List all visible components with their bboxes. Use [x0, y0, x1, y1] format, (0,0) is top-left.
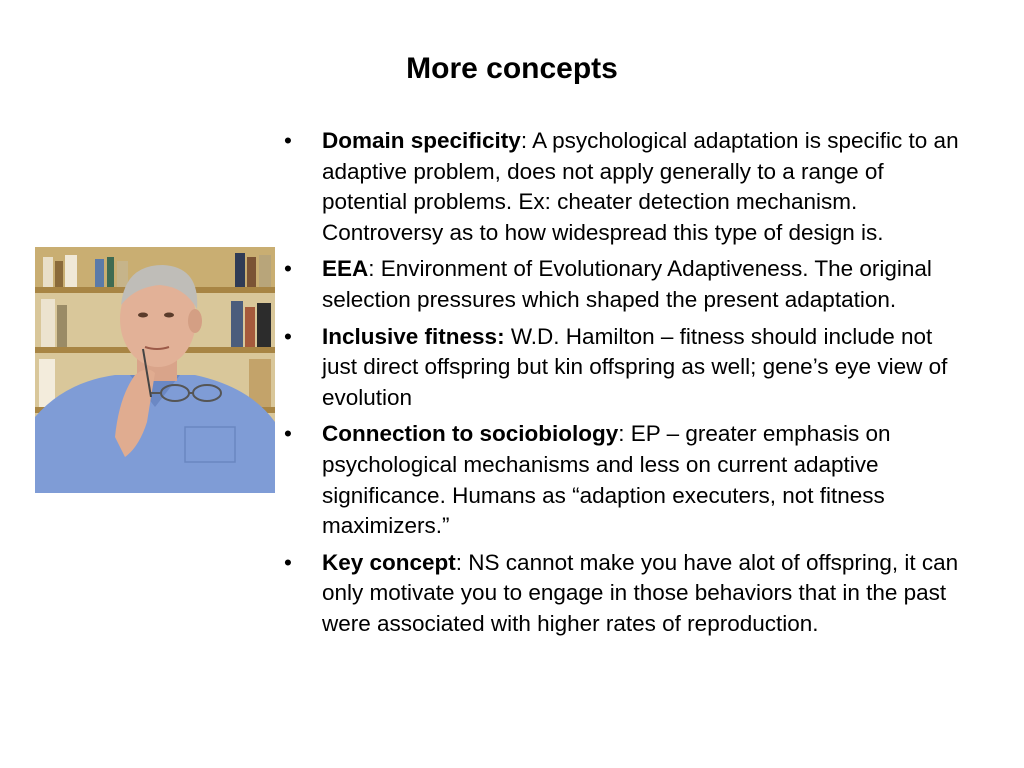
list-item: [282, 548, 972, 640]
bullet-glyph: •: [284, 256, 292, 282]
slide-title: More concepts: [406, 52, 618, 85]
portrait-photo: [35, 247, 275, 493]
bullet-glyph: •: [284, 549, 292, 575]
definition: : Environment of Evolutionary Adaptiveness. The original selection pressures which shaped the present adaptation.: [322, 256, 932, 312]
bullet-glyph: •: [284, 323, 292, 349]
definition: : NS cannot make you have alot of offspring, it can only motivate you to engage in those behaviors that in the past were associated with higher rates of reproduction.: [322, 549, 959, 636]
bullet-list: [282, 126, 972, 646]
definition: W.D. Hamilton – fitness should include not just direct offspring but kin offspring as well; gene’s eye view of evolution: [322, 323, 948, 410]
list-item: [282, 419, 972, 541]
list-item: [282, 254, 972, 315]
bullet-glyph: •: [284, 128, 292, 153]
list-item: [282, 126, 972, 248]
term: Inclusive fitness:: [322, 323, 505, 349]
definition: : A psychological adaptation is specific to an adaptive problem, does not apply generally to a range of potential problems. Ex: cheater detection mechanism. Controversy as to how widespread this type of design is.: [322, 128, 959, 245]
bullet-glyph: •: [284, 421, 292, 447]
term: Domain specificity: [322, 128, 521, 153]
term: EEA: [322, 256, 369, 282]
definition: : EP – greater emphasis on psychological mechanisms and less on current adaptive significance. Humans as “adaption executers, not fitness maximizers.”: [322, 421, 891, 539]
list-item: [282, 322, 972, 414]
term: Connection to sociobiology: [322, 421, 619, 447]
term: Key concept: [322, 549, 456, 575]
